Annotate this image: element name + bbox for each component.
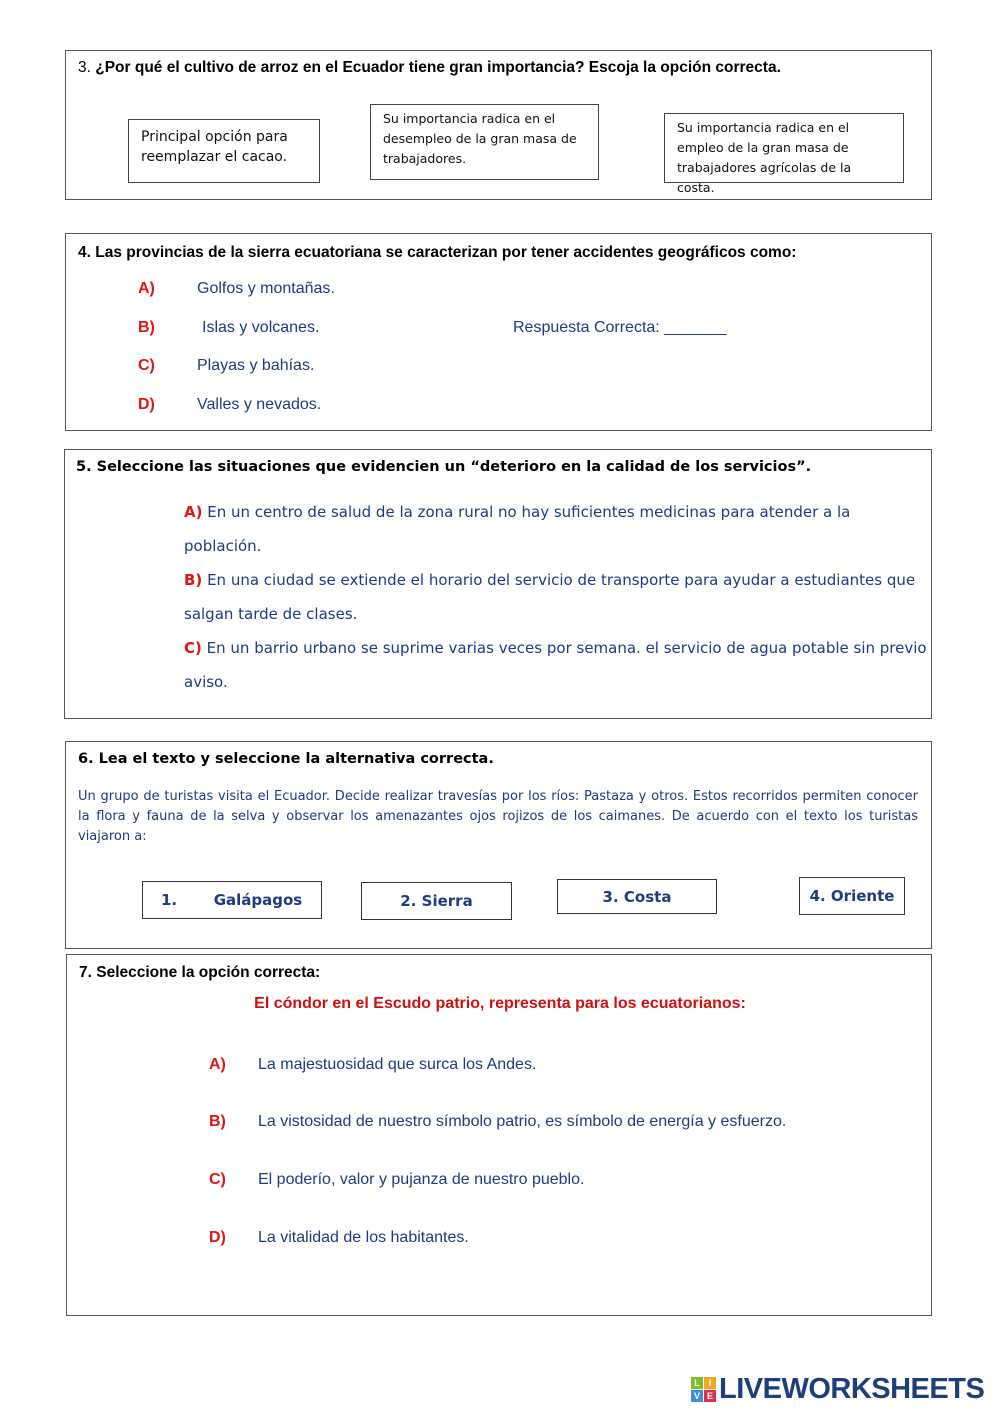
q5-question: 5. Seleccione las situaciones que evidencien un “deterioro en la calidad de los servicios”. xyxy=(76,459,812,475)
q4-option-a[interactable]: A) Golfos y montañas. xyxy=(138,280,335,297)
q6-question: 6. Lea el texto y seleccione la alternativa correcta. xyxy=(78,751,494,767)
q7-option-c[interactable]: C) El poderío, valor y pujanza de nuestro pueblo. xyxy=(209,1171,585,1188)
q6-option-oriente[interactable]: 4. Oriente xyxy=(799,877,905,915)
question-5 xyxy=(64,449,932,719)
q5-option-b[interactable]: B) En una ciudad se extiende el horario del servicio de transporte para ayudar a estudiantes que salgan tarde de clases. xyxy=(184,571,916,623)
liveworksheets-logo: L I V E LIVEWORKSHEETS xyxy=(691,1373,984,1406)
q7-subtitle: El cóndor en el Escudo patrio, representa para los ecuatorianos: xyxy=(254,995,746,1012)
q4-option-d[interactable]: D) Valles y nevados. xyxy=(138,396,322,413)
q4-question: 4. Las provincias de la sierra ecuatoriana se caracterizan por tener accidentes geográficos como: xyxy=(78,244,797,261)
q7-option-a[interactable]: A) La majestuosidad que surca los Andes. xyxy=(209,1056,537,1073)
q6-option-galapagos[interactable]: 1. Galápagos xyxy=(142,881,322,919)
q5-option-c[interactable]: C) En un barrio urbano se suprime varias veces por semana. el servicio de agua potable sin previo aviso. xyxy=(184,639,927,691)
q7-question: 7. Seleccione la opción correcta: xyxy=(79,964,321,981)
q6-reading-text: Un grupo de turistas visita el Ecuador. Decide realizar travesías por los ríos: Pastaza y otros. Estos recorridos permiten conocer la flora y fauna de la selva y observar los amenazantes ojos rojizos de los caimanes. De acuerdo con el texto los turistas viajaron a: xyxy=(78,789,918,844)
q3-option-2[interactable]: Su importancia radica en el desempleo de la gran masa de trabajadores. xyxy=(370,104,599,180)
q6-option-sierra[interactable]: 2. Sierra xyxy=(361,882,512,920)
q4-option-b[interactable]: B) Islas y volcanes. xyxy=(138,319,320,336)
question-4 xyxy=(65,233,932,431)
q5-option-a[interactable]: A) En un centro de salud de la zona rural no hay suficientes medicinas para atender a la población. xyxy=(184,503,851,555)
q4-answer-field[interactable]: Respuesta Correcta: _______ xyxy=(513,319,727,336)
q4-option-c[interactable]: C) Playas y bahías. xyxy=(138,357,315,374)
q3-option-3[interactable]: Su importancia radica en el empleo de la gran masa de trabajadores agrícolas de la costa. xyxy=(664,113,904,183)
q6-option-costa[interactable]: 3. Costa xyxy=(557,879,717,914)
q3-question: ¿Por qué el cultivo de arroz en el Ecuador tiene gran importancia? Escoja la opción correcta. xyxy=(95,59,781,76)
q7-option-d[interactable]: D) La vitalidad de los habitantes. xyxy=(209,1229,469,1246)
q3-option-1[interactable]: Principal opción para reemplazar el cacao. xyxy=(128,119,320,183)
question-7 xyxy=(66,954,932,1316)
q7-option-b[interactable]: B) La vistosidad de nuestro símbolo patrio, es símbolo de energía y esfuerzo. xyxy=(209,1113,787,1130)
q3-number: 3. xyxy=(78,59,91,76)
logo-tiles-icon: L I V E xyxy=(691,1377,716,1402)
